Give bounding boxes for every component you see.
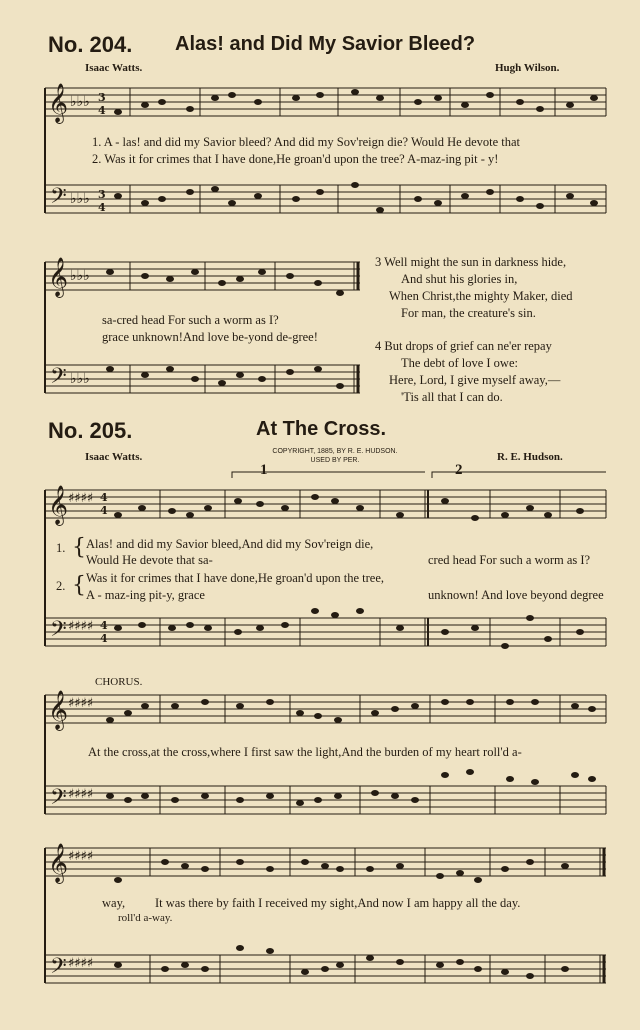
hymn-204-lyric-line2-verse-1: sa-cred head For such a worm as I? (102, 313, 279, 327)
hymn-204-lyric-verse-2: 2. Was it for crimes that I have done,He groan'd upon the tree? A-maz-ing pit - y! (92, 152, 499, 166)
first-ending-number: 1 (260, 462, 268, 478)
svg-text:𝄞: 𝄞 (48, 257, 69, 297)
hymn-204-title: Alas! and Did My Savior Bleed? (175, 33, 476, 55)
verse-1-lyric-a: Alas! and did my Savior bleed,And did my Sov'reign die, (86, 537, 374, 551)
hymn-204-author: Isaac Watts. (85, 62, 143, 74)
stanza-4-line-3: Here, Lord, I give myself away,— (389, 373, 561, 387)
svg-text:4: 4 (100, 491, 108, 504)
verse-2-number: 2. (56, 579, 66, 593)
svg-text:4: 4 (100, 632, 108, 645)
chorus-lyric-line-2b: It was there by faith I received my sight,And now I am happy all the day. (155, 896, 521, 910)
svg-text:4: 4 (100, 504, 108, 517)
svg-text:𝄞: 𝄞 (48, 485, 69, 525)
stanza-3-line-4: For man, the creature's sin. (401, 306, 536, 320)
svg-text:𝄢: 𝄢 (50, 184, 67, 214)
svg-text:♯♯♯♯: ♯♯♯♯ (68, 491, 94, 506)
chorus-lyric-line-1: At the cross,at the cross,where I first saw the light,And the burden of my heart roll'd a- (88, 745, 522, 759)
stanza-3-line-1: 3 Well might the sun in darkness hide, (375, 255, 567, 269)
hymn-205-number: No. 205. (48, 418, 133, 443)
svg-text:♭♭♭: ♭♭♭ (70, 371, 90, 387)
hymn-204-lyric-line2-verse-2: grace unknown!And love be-yond de-gree! (102, 330, 318, 344)
hymn-204-composer: Hugh Wilson. (495, 62, 560, 74)
hymn-205-author: Isaac Watts. (85, 451, 143, 463)
svg-text:♭♭♭: ♭♭♭ (70, 191, 90, 207)
svg-text:𝄢: 𝄢 (50, 954, 67, 984)
svg-text:♭♭♭: ♭♭♭ (70, 268, 90, 284)
svg-text:♯♯♯♯: ♯♯♯♯ (68, 696, 94, 711)
verse-1-lyric-c: cred head For such a worm as I? (428, 553, 591, 567)
hymn-205-composer: R. E. Hudson. (497, 451, 563, 463)
hymn-204-lyric-verse-1: 1. A - las! and did my Savior bleed? And did my Sov'reign die? Would He devote that (92, 135, 521, 149)
svg-text:♯♯♯♯: ♯♯♯♯ (68, 849, 94, 864)
stanza-3-line-3: When Christ,the mighty Maker, died (389, 289, 573, 303)
svg-text:𝄞: 𝄞 (48, 83, 69, 123)
chorus-lyric-line-2c: roll'd a-way. (118, 912, 173, 924)
svg-text:𝄢: 𝄢 (50, 364, 67, 394)
stanza-4-line-2: The debt of love I owe: (401, 356, 518, 370)
svg-text:♯♯♯♯: ♯♯♯♯ (68, 787, 94, 802)
svg-text:𝄞: 𝄞 (48, 843, 69, 883)
stanza-4-line-1: 4 But drops of grief can ne'er repay (375, 339, 552, 353)
second-ending-number: 2 (455, 462, 463, 478)
svg-text:4: 4 (98, 104, 106, 117)
verse-2-lyric-a: Was it for crimes that I have done,He groan'd upon the tree, (86, 571, 385, 585)
svg-text:3: 3 (98, 91, 106, 104)
stanza-3-line-2: And shut his glories in, (401, 272, 518, 286)
hymn-204-number: No. 204. (48, 32, 133, 57)
verse-2-lyric-c: unknown! And love beyond degree (428, 588, 604, 602)
svg-text:4: 4 (100, 619, 108, 632)
svg-text:♯♯♯♯: ♯♯♯♯ (68, 619, 94, 634)
svg-text:♭♭♭: ♭♭♭ (70, 94, 90, 110)
svg-text:𝄢: 𝄢 (50, 785, 67, 815)
copyright-line-1: COPYRIGHT, 1885, BY R. E. HUDSON. (272, 448, 398, 455)
svg-text:𝄞: 𝄞 (48, 690, 69, 730)
chorus-lyric-line-2a: way, (102, 896, 126, 910)
verse-1-number: 1. (56, 541, 66, 555)
copyright-line-2: USED BY PER. (310, 457, 360, 464)
verse-1-brace: { (72, 535, 86, 560)
verse-2-lyric-b: A - maz-ing pit-y, grace (86, 588, 205, 602)
svg-text:3: 3 (98, 188, 106, 201)
stanza-4-line-4: 'Tis all that I can do. (401, 390, 503, 404)
hymn-205-title: At The Cross. (256, 418, 387, 440)
chorus-label: CHORUS. (95, 676, 143, 688)
svg-text:4: 4 (98, 201, 106, 214)
svg-text:♯♯♯♯: ♯♯♯♯ (68, 956, 94, 971)
verse-1-lyric-b: Would He devote that sa- (86, 553, 213, 567)
svg-text:𝄢: 𝄢 (50, 617, 67, 647)
verse-2-brace: { (72, 573, 86, 598)
